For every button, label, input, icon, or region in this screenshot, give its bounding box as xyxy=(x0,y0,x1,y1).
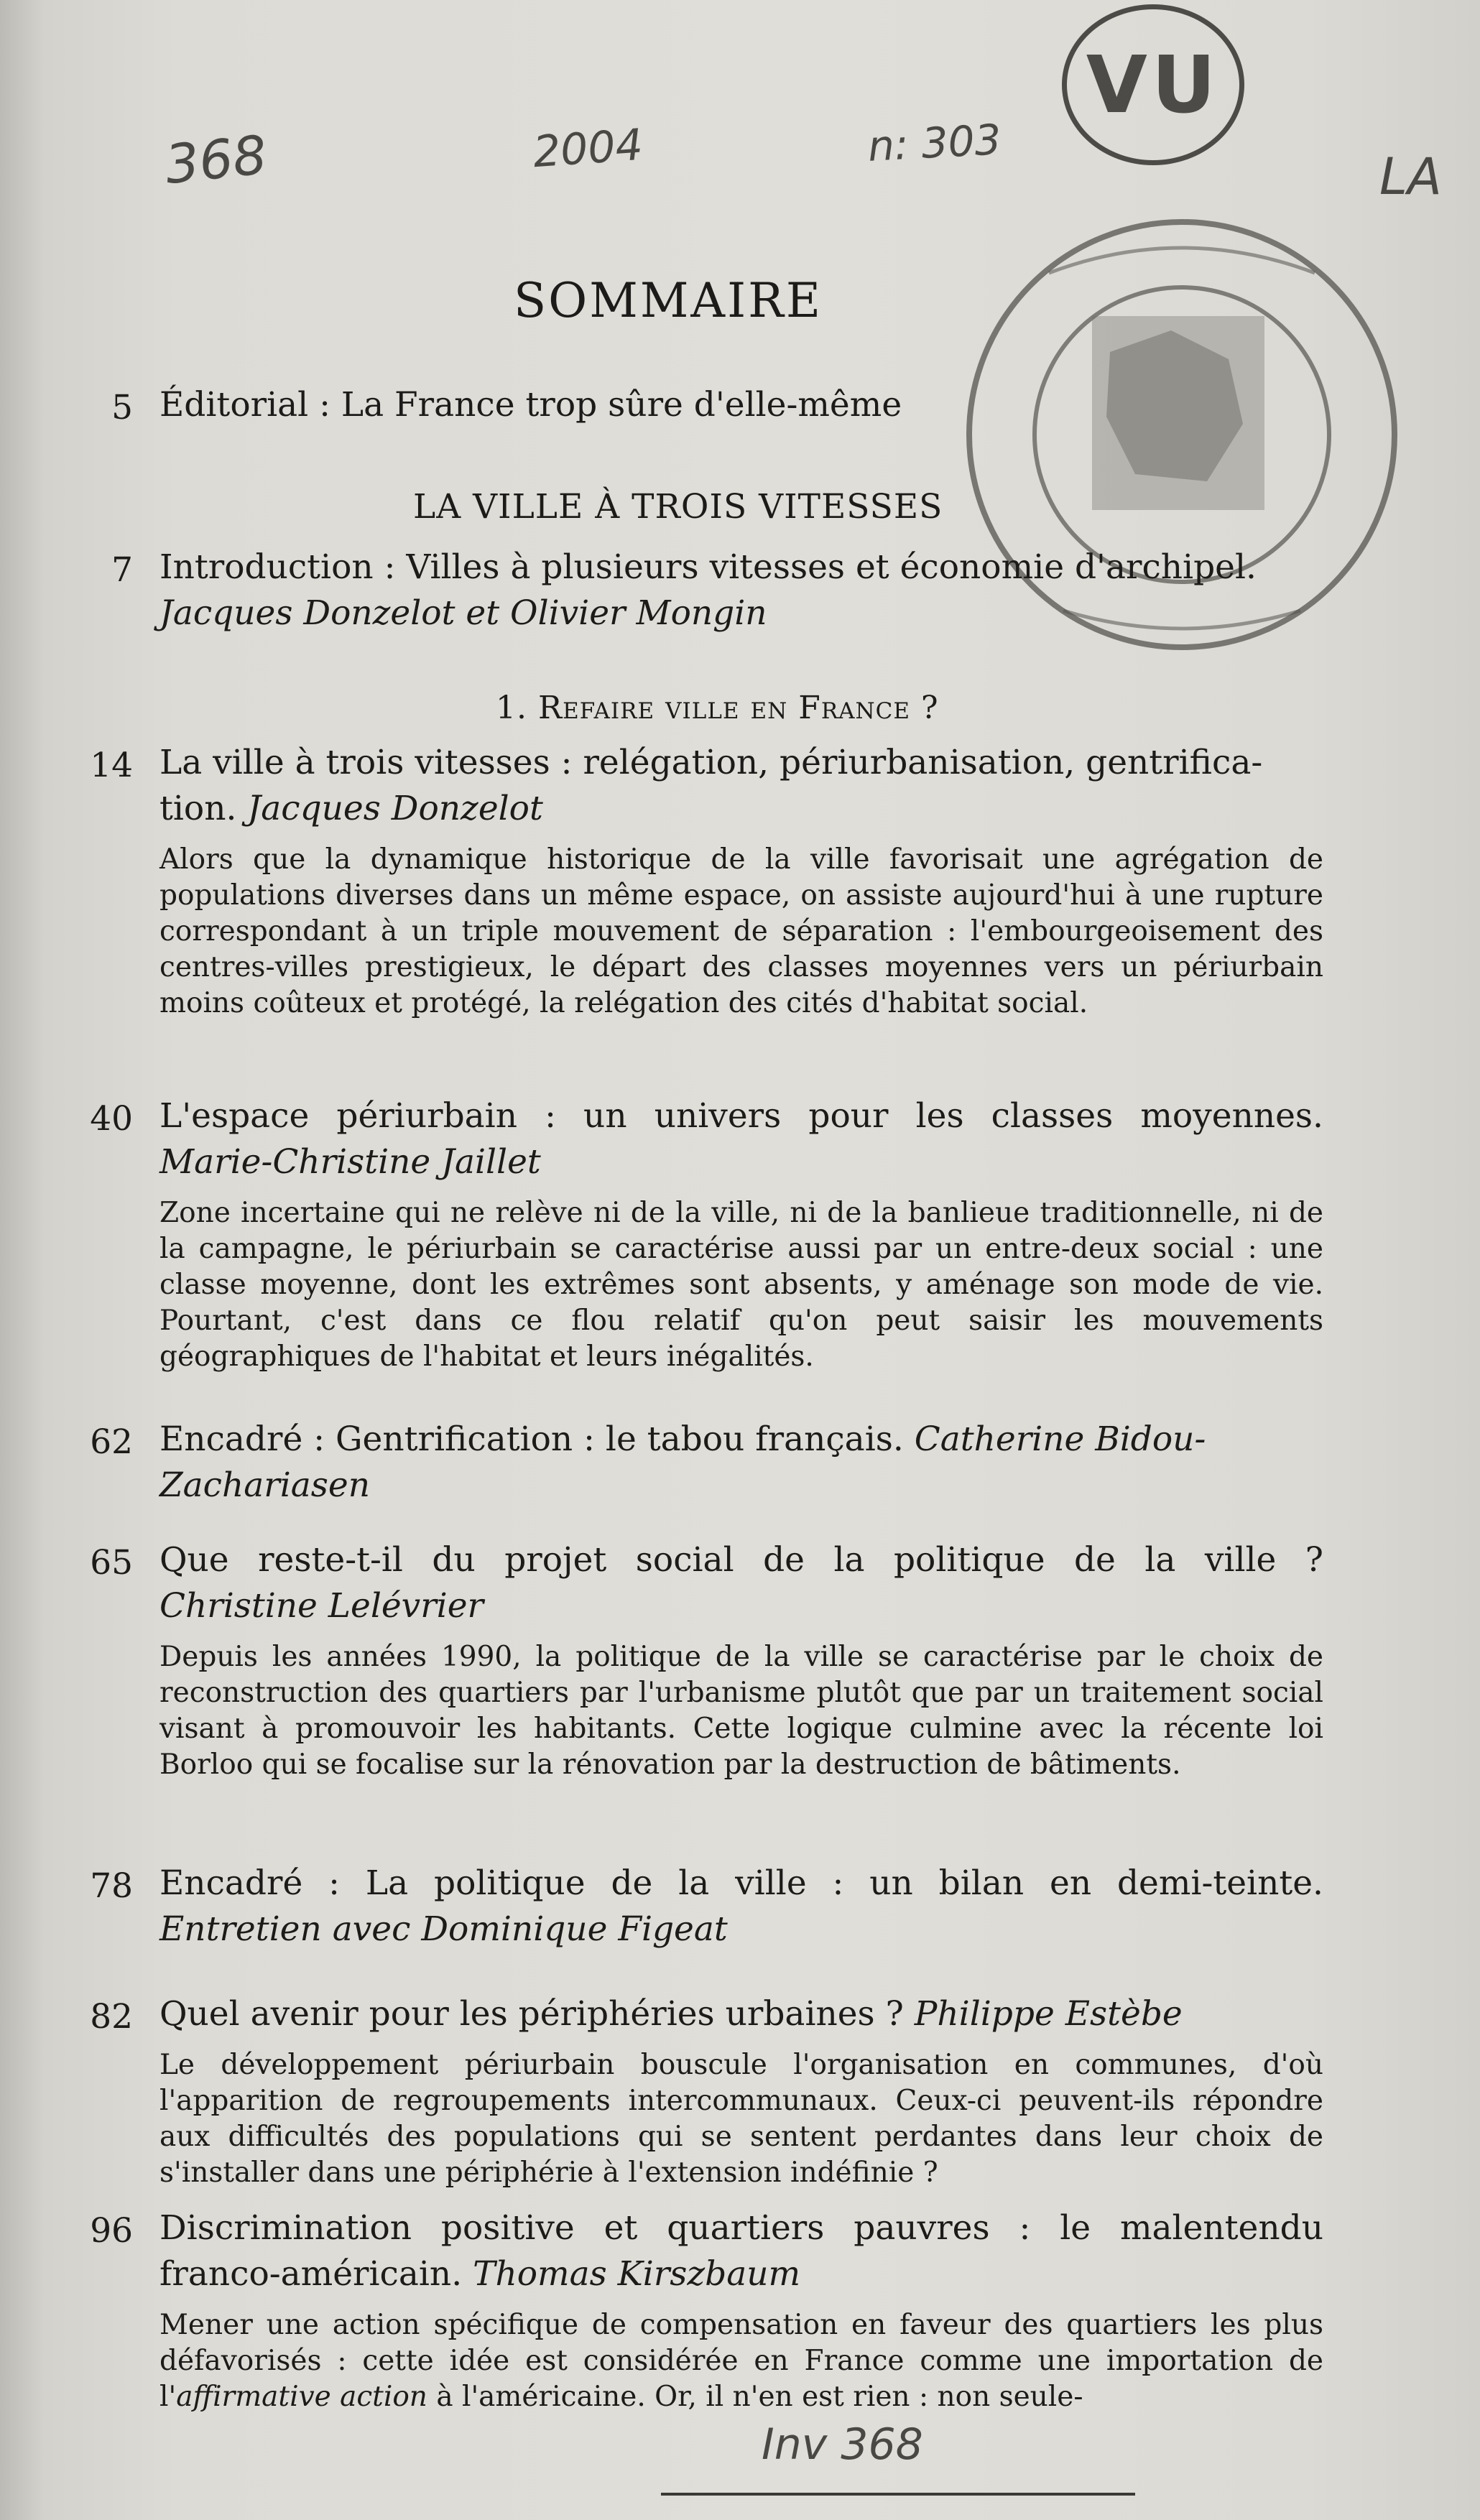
abstract-text: à l'américaine. Or, il n'en est rien : non seule- xyxy=(427,2381,1083,2413)
dossier-title: LA VILLE À TROIS VITESSES xyxy=(413,487,943,527)
intro-page: 7 xyxy=(111,550,133,590)
entry-title-line xyxy=(159,786,1323,832)
entry-abstract xyxy=(159,2307,1323,2415)
vu-stamp-text: VU xyxy=(1086,39,1221,131)
handwritten-year: 2004 xyxy=(531,119,644,178)
editorial-title: Éditorial : La France trop sûre d'elle-même xyxy=(159,385,902,425)
vu-stamp xyxy=(1062,4,1244,165)
entry-title-end: franco-américain. xyxy=(159,2254,463,2294)
entry-title-line xyxy=(159,2251,1323,2297)
entry-title: Que reste-t-il du projet social de la politique de la ville ? xyxy=(159,1540,1323,1580)
entry-title xyxy=(159,1991,1323,2037)
page-title: SOMMAIRE xyxy=(513,273,823,328)
entry-abstract: Depuis les années 1990, la politique de la ville se caractérise par le choix de reconstruction des quartiers par l'urbanisme plutôt que par un traitement social visant à promouvoir les habitants. Cette logique culmine avec la récente loi Borloo qui se focalise sur la rénovation par la destruction de bâtiments. xyxy=(159,1641,1323,1781)
entry-author: Thomas Kirszbaum xyxy=(473,2254,801,2294)
section-heading: 1. Refaire ville en France ? xyxy=(496,690,939,726)
entry-author-line xyxy=(159,1583,1323,1629)
entry-page: 62 xyxy=(90,1422,133,1462)
entry-author-line xyxy=(159,1139,1323,1185)
abstract-emphasis: affirmative action xyxy=(176,2381,427,2413)
entry-title xyxy=(159,1417,1323,1509)
entry-author: Philippe Estèbe xyxy=(914,1994,1183,2034)
entry-page: 65 xyxy=(90,1543,133,1583)
entry-title-text: Encadré : Gentrification : le tabou français. xyxy=(159,1419,904,1459)
handwritten-page-ref: 368 xyxy=(162,124,270,197)
entry-abstract: Le développement périurbain bouscule l'organisation en communes, d'où l'apparition de regroupements intercommunaux. Ceux-ci peuvent-ils répondre aux difficultés des populations qui se sentent perdantes dans leur choix de s'installer dans une périphérie à l'extension indéfinie ? xyxy=(159,2049,1323,2189)
entry-abstract: Alors que la dynamique historique de la ville favorisait une agrégation de populations diverses dans un même espace, on assiste aujourd'hui à une rupture correspondant à un triple mouvement de séparation : l'embourgeoisement des centres-villes prestigieux, le départ des classes moyennes vers un périurbain moins coûteux et protégé, la relégation des cités d'habitat social. xyxy=(159,843,1323,1019)
entry-title: L'espace périurbain : un univers pour les classes moyennes. xyxy=(159,1096,1323,1136)
entry-title: Encadré : La politique de la ville : un bilan en demi-teinte. xyxy=(159,1863,1323,1903)
entry-author: Jacques Donzelot xyxy=(247,789,543,828)
entry-abstract: Zone incertaine qui ne relève ni de la ville, ni de la banlieue traditionnelle, ni de la campagne, le périurbain se caractérise aussi par un entre-deux social : une classe moyenne, dont les extrêmes sont absents, y aménage son mode de vie. Pourtant, c'est dans ce flou relatif qu'on peut saisir les mouvements géographiques de l'habitat et leurs inégalités. xyxy=(159,1197,1323,1373)
entry-author: Marie-Christine Jaillet xyxy=(159,1142,541,1182)
entry-title: Discrimination positive et quartiers pauvres : le malentendu xyxy=(159,2208,1323,2248)
handwritten-corner-note: LA xyxy=(1379,147,1442,206)
entry-title-end: tion. xyxy=(159,789,237,828)
intro-authors: Jacques Donzelot et Olivier Mongin xyxy=(159,593,767,633)
intro-title-text: Introduction : Villes à plusieurs vitesses et économie d'archipel. xyxy=(159,547,1257,587)
divider xyxy=(661,2493,1135,2496)
entry-page: 78 xyxy=(90,1866,133,1906)
entry-title-line: La ville à trois vitesses : relégation, périurbanisation, gentrifica- xyxy=(159,743,1263,782)
entry-page: 82 xyxy=(90,1997,133,2037)
handwritten-inventory: Inv 368 xyxy=(762,2419,923,2470)
entry-page: 14 xyxy=(90,746,133,785)
entry-title xyxy=(159,740,1323,832)
editorial-page: 5 xyxy=(111,388,133,427)
intro-title xyxy=(159,545,1323,636)
entry-author-line xyxy=(159,1907,1323,1952)
handwritten-number: n: 303 xyxy=(866,115,1003,171)
entry-author: Entretien avec Dominique Figeat xyxy=(159,1909,728,1949)
entry-author: Christine Lelévrier xyxy=(159,1586,484,1626)
entry-author: Catherine Bidou-Zachariasen xyxy=(159,1419,1206,1505)
entry-page: 96 xyxy=(90,2211,133,2251)
entry-title-text: Quel avenir pour les périphéries urbaines ? xyxy=(159,1994,904,2034)
abstract-text: Mener une action spécifique de compensation en faveur des quartiers les plus défavorisés : cette idée est considérée en France comme une importation de l' xyxy=(159,2309,1323,2413)
entry-page: 40 xyxy=(90,1099,133,1139)
